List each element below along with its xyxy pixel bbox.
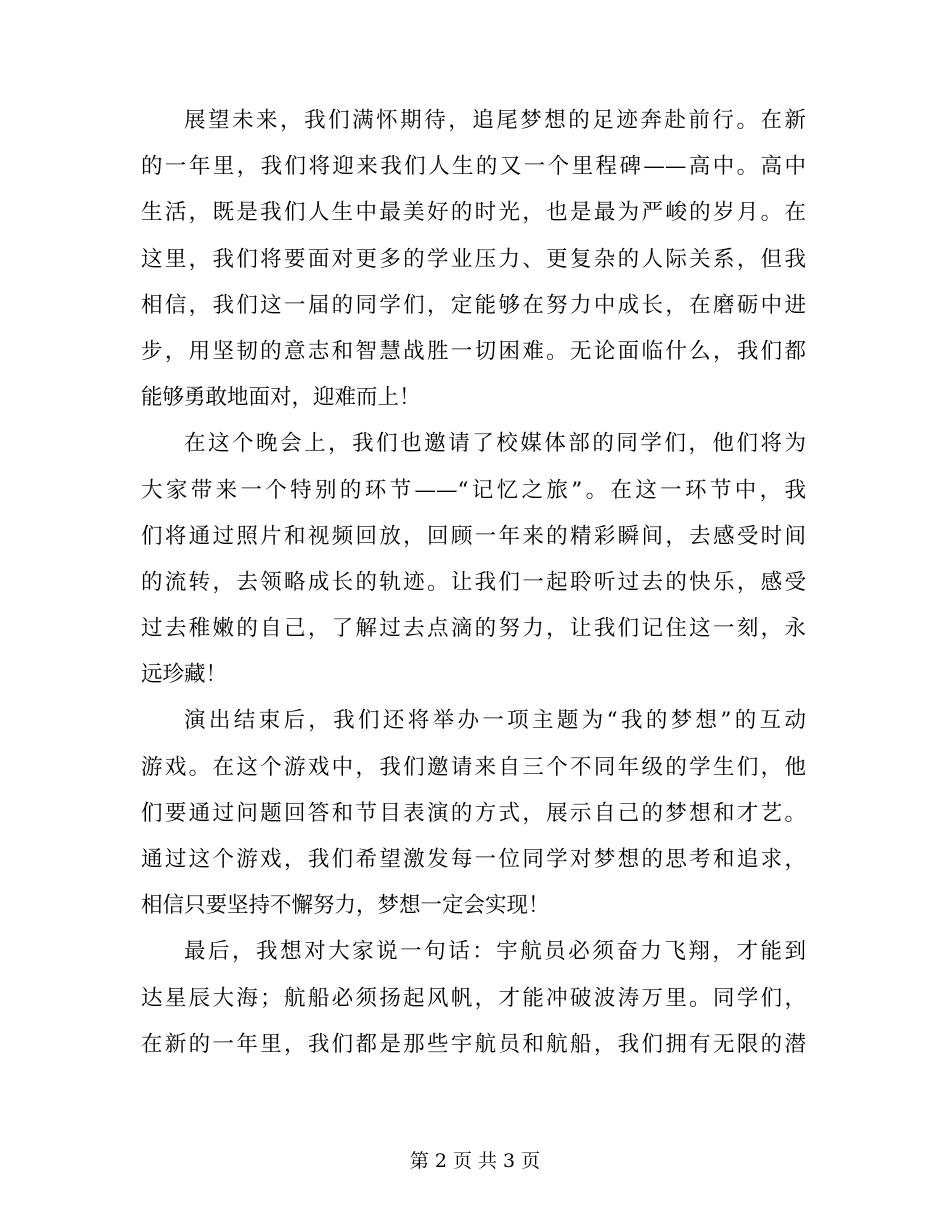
paragraph-line: 演出结束后，我们还将举办一项主题为“我的梦想”的互动 [184,708,806,734]
page-number-footer: 第 2 页 共 3 页 [409,1150,541,1172]
paragraph-line: 在这个晚会上，我们也邀请了校媒体部的同学们，他们将为 [184,431,806,457]
paragraph-line: 们要通过问题回答和节目表演的方式，展示自己的梦想和才艺。 [141,800,806,826]
paragraph-line: 生活，既是我们人生中最美好的时光，也是最为严峻的岁月。在 [141,200,806,226]
paragraph-line: 相信只要坚持不懈努力，梦想一定会实现！ [141,893,550,919]
paragraph-line: 相信，我们这一届的同学们，定能够在努力中成长，在磨砺中进 [141,292,806,318]
paragraph-line: 达星辰大海；航船必须扬起风帆，才能冲破波涛万里。同学们， [141,985,806,1011]
paragraph-line: 游戏。在这个游戏中，我们邀请来自三个不同年级的学生们，他 [141,754,806,780]
paragraph-line: 最后，我想对大家说一句话：宇航员必须奋力飞翔，才能到 [184,939,806,965]
paragraph-line: 这里，我们将要面对更多的学业压力、更复杂的人际关系，但我 [141,246,806,272]
paragraph-line: 过去稚嫩的自己，了解过去点滴的努力，让我们记住这一刻，永 [141,616,806,642]
paragraph-line: 在新的一年里，我们都是那些宇航员和航船，我们拥有无限的潜 [141,1031,806,1057]
paragraph-line: 远珍藏！ [141,662,228,688]
paragraph-line: 展望未来，我们满怀期待，追尾梦想的足迹奔赴前行。在新 [184,108,806,133]
paragraph-line: 的流转，去领略成长的轨迹。让我们一起聆听过去的快乐，感受 [141,569,806,595]
paragraph-line: 们将通过照片和视频回放，回顾一年来的精彩瞬间，去感受时间 [141,523,806,549]
paragraph-line: 能够勇敢地面对，迎难而上！ [141,385,421,411]
paragraph-line: 大家带来一个特别的环节——“记忆之旅”。在这一环节中，我 [141,477,806,503]
paragraph-line: 通过这个游戏，我们希望激发每一位同学对梦想的思考和追求， [141,847,806,872]
paragraph-line: 步，用坚韧的意志和智慧战胜一切困难。无论面临什么，我们都 [141,338,806,364]
body-text [141,98,806,1068]
paragraph-line: 的一年里，我们将迎来我们人生的又一个里程碑——高中。高中 [141,154,806,180]
